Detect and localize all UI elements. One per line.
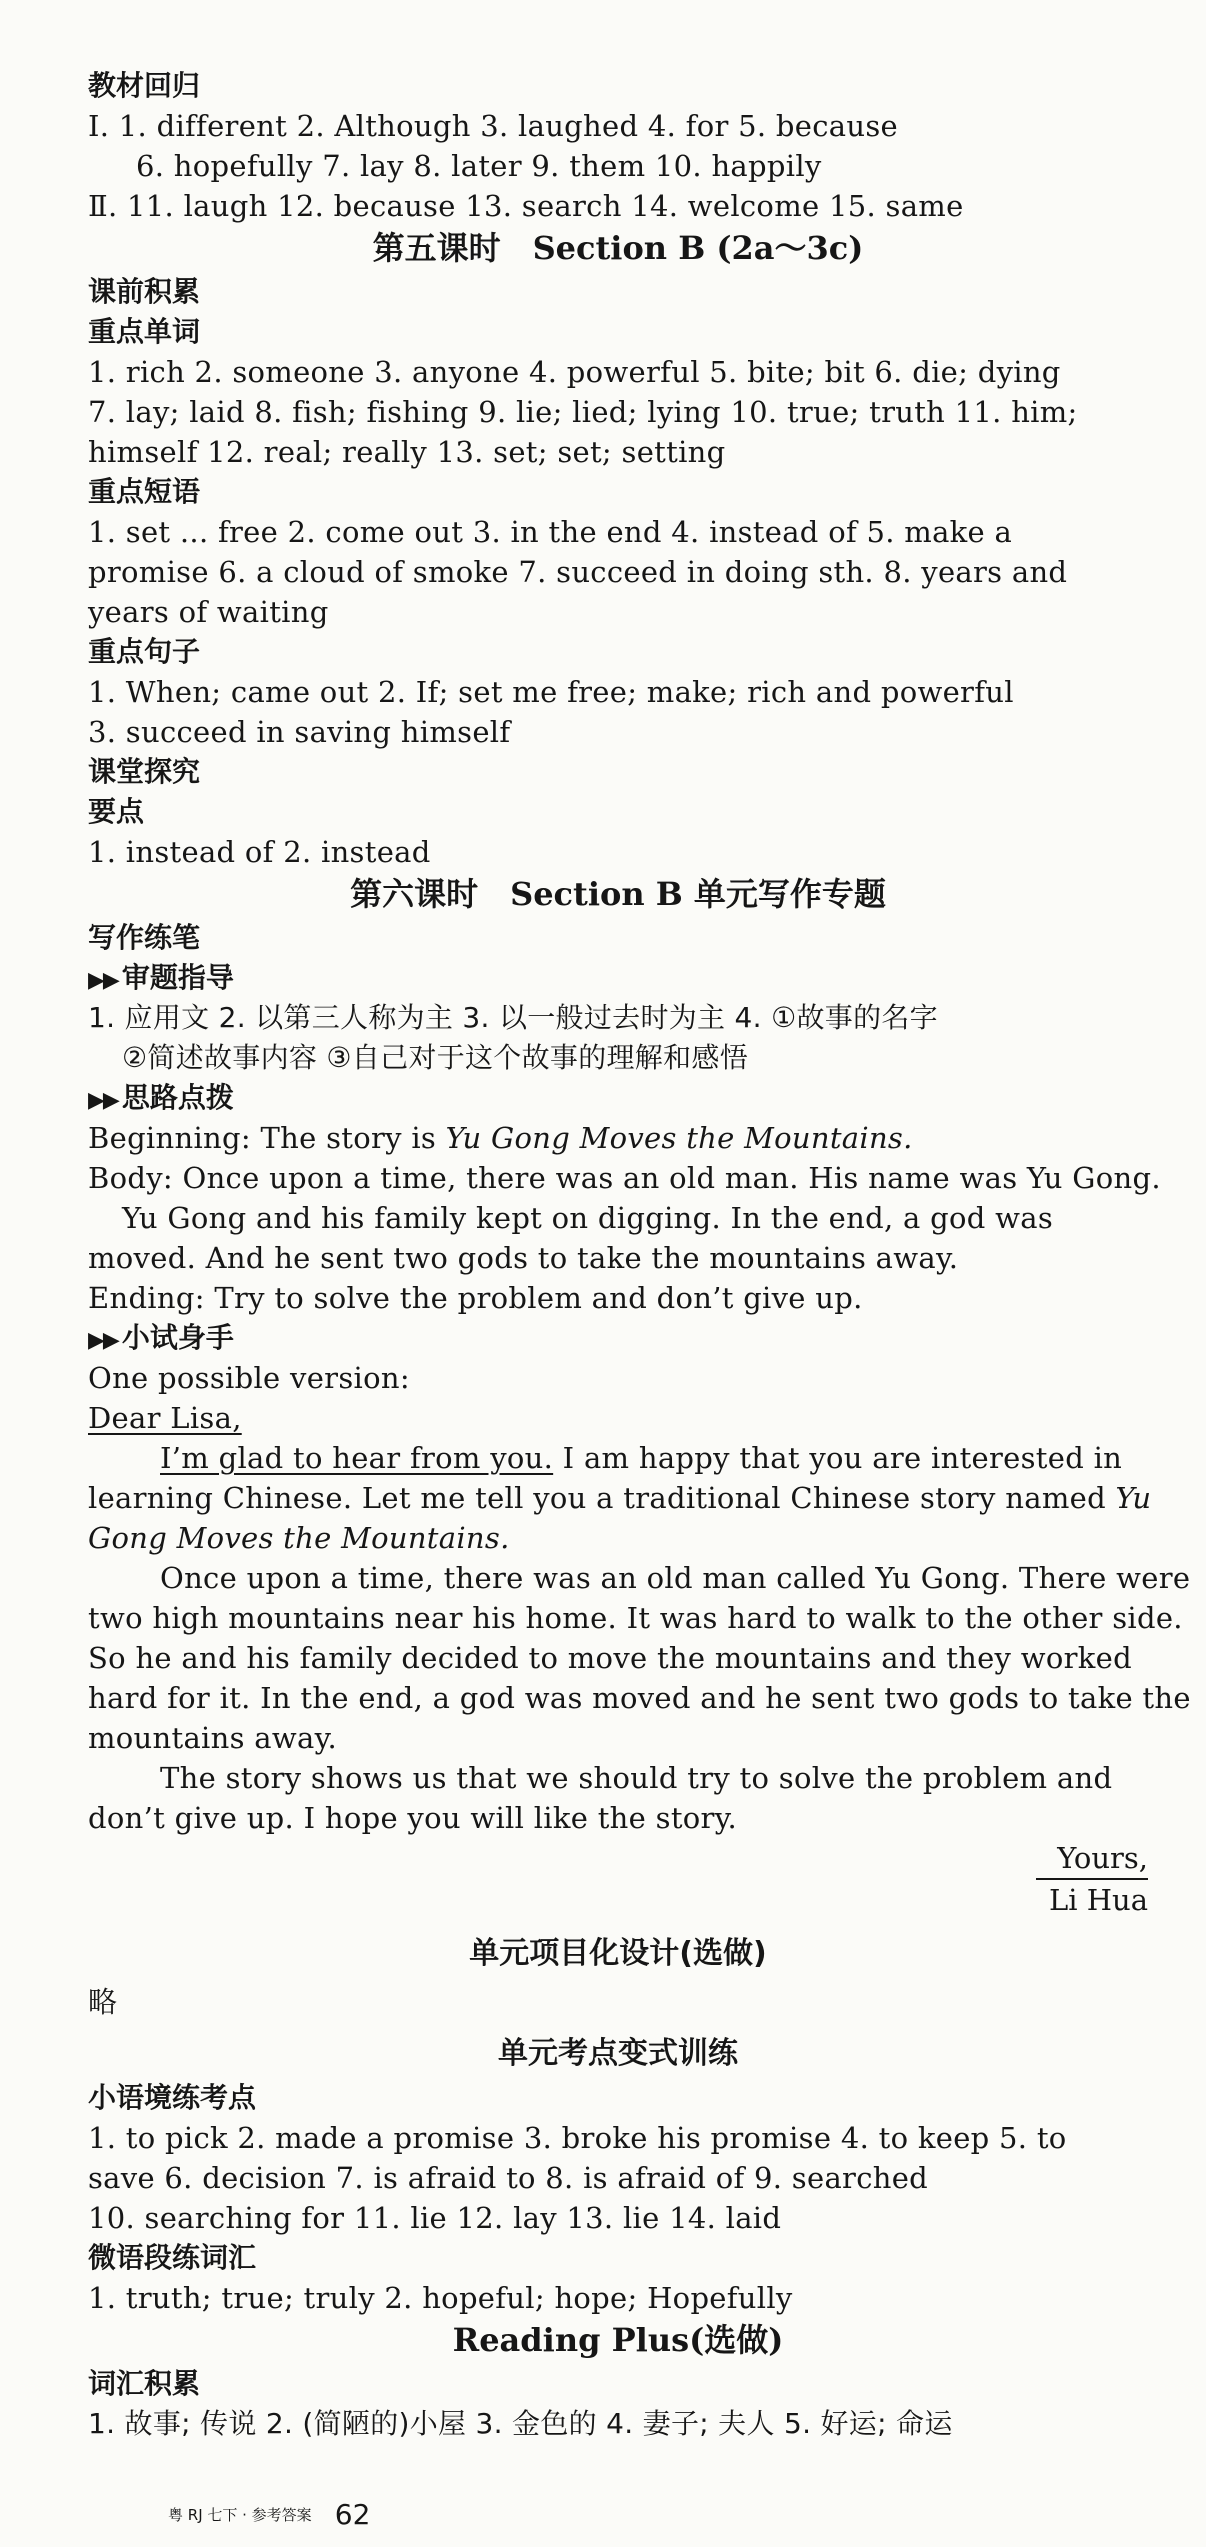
answer-line: 3. succeed in saving himself bbox=[88, 715, 511, 749]
answer-line: 1. rich 2. someone 3. anyone 4. powerful 5. bite; bit 6. die; dying bbox=[88, 355, 1061, 389]
answer-line: 1. truth; true; truly 2. hopeful; hope; Hopefully bbox=[88, 2281, 793, 2315]
section-heading-key-words: 重点单词 bbox=[88, 315, 201, 348]
letter-line bbox=[160, 1438, 1122, 1478]
answer-line: 1. 应用文 2. 以第三人称为主 3. 以一般过去时为主 4. ①故事的名字 bbox=[88, 1001, 938, 1034]
beginning-label: Beginning: The story is bbox=[88, 1121, 446, 1155]
page-number: 62 bbox=[334, 2498, 371, 2531]
section-heading-micro-paragraph: 微语段练词汇 bbox=[88, 2241, 257, 2274]
answer-line: 1. set ... free 2. come out 3. in the end 4. instead of 5. make a bbox=[88, 515, 1013, 549]
story-title: Yu Gong Moves the Mountains. bbox=[445, 1121, 913, 1155]
section-heading-guide: ▶▶ 审题指导 bbox=[88, 958, 234, 1001]
letter-line: So he and his family decided to move the mountains and they worked bbox=[88, 1641, 1132, 1675]
project-title: 单元项目化设计(选做) bbox=[469, 1936, 767, 1971]
letter-text: learning Chinese. Let me tell you a traditional Chinese story named bbox=[88, 1481, 1116, 1515]
section-heading-writing-practice: 写作练笔 bbox=[88, 921, 201, 954]
outline-body: moved. And he sent two gods to take the mountains away. bbox=[88, 1241, 959, 1275]
section-heading-ideas: ▶▶ 思路点拨 bbox=[88, 1078, 234, 1121]
page-footer bbox=[168, 2498, 370, 2531]
letter-signature: Li Hua bbox=[1048, 1883, 1148, 1917]
section-heading-preview: 课前积累 bbox=[88, 275, 201, 308]
answer-line: years of waiting bbox=[88, 595, 329, 629]
letter-line bbox=[88, 1478, 1151, 1518]
outline-beginning bbox=[88, 1118, 913, 1158]
answer-line: 1. instead of 2. instead bbox=[88, 835, 431, 869]
section-heading-classroom: 课堂探究 bbox=[88, 755, 201, 788]
answer-line: 7. lay; laid 8. fish; fishing 9. lie; lied; lying 10. true; truth 11. him; bbox=[88, 395, 1078, 429]
section-heading-key-phrases: 重点短语 bbox=[88, 475, 201, 508]
answer-line: Ⅰ. 1. different 2. Although 3. laughed 4. for 5. because bbox=[88, 109, 898, 143]
answer-line: himself 12. real; really 13. set; set; setting bbox=[88, 435, 726, 469]
letter-opening: I’m glad to hear from you. bbox=[160, 1441, 554, 1475]
answer-line: 10. searching for 11. lie 12. lay 13. lie 14. laid bbox=[88, 2201, 782, 2235]
lesson-5-title: 第五课时 Section B (2a～3c) bbox=[372, 229, 864, 267]
section-heading-key-sentences: 重点句子 bbox=[88, 635, 201, 668]
answer-line: 1. 故事; 传说 2. (简陋的)小屋 3. 金色的 4. 妻子; 夫人 5. 好运; 命运 bbox=[88, 2407, 953, 2440]
section-heading-key-points: 要点 bbox=[88, 795, 145, 828]
letter-line: Gong Moves the Mountains. bbox=[88, 1521, 510, 1555]
section-heading-textbook-review: 教材回归 bbox=[88, 69, 201, 102]
letter-line: mountains away. bbox=[88, 1721, 337, 1755]
project-answer: 略 bbox=[88, 1985, 118, 2019]
footer-label: 粤 RJ 七下 · 参考答案 bbox=[168, 2506, 312, 2524]
answer-line: Ⅱ. 11. laugh 12. because 13. search 14. welcome 15. same bbox=[88, 189, 964, 223]
letter-line: don’t give up. I hope you will like the story. bbox=[88, 1801, 738, 1835]
lesson-6-title: 第六课时 Section B 单元写作专题 bbox=[350, 875, 886, 913]
outline-ending: Ending: Try to solve the problem and don’t give up. bbox=[88, 1281, 863, 1315]
answer-line: promise 6. a cloud of smoke 7. succeed in doing sth. 8. years and bbox=[88, 555, 1068, 589]
essay-intro: One possible version: bbox=[88, 1361, 410, 1395]
answer-line: ②简述故事内容 ③自己对于这个故事的理解和感悟 bbox=[122, 1041, 749, 1074]
letter-line: hard for it. In the end, a god was moved and he sent two gods to take the bbox=[88, 1681, 1191, 1715]
reading-plus-title: Reading Plus(选做) bbox=[452, 2321, 784, 2359]
answer-line: 6. hopefully 7. lay 8. later 9. them 10. happily bbox=[136, 149, 822, 183]
outline-body: Yu Gong and his family kept on digging. In the end, a god was bbox=[122, 1201, 1054, 1235]
answer-line: save 6. decision 7. is afraid to 8. is afraid of 9. searched bbox=[88, 2161, 929, 2195]
letter-line: two high mountains near his home. It was hard to walk to the other side. bbox=[88, 1601, 1183, 1635]
answer-line: 1. When; came out 2. If; set me free; make; rich and powerful bbox=[88, 675, 1014, 709]
letter-line: The story shows us that we should try to solve the problem and bbox=[160, 1761, 1113, 1795]
letter-greeting: Dear Lisa, bbox=[88, 1401, 242, 1435]
answer-line: 1. to pick 2. made a promise 3. broke his promise 4. to keep 5. to bbox=[88, 2121, 1067, 2155]
variant-title: 单元考点变式训练 bbox=[498, 2036, 738, 2071]
letter-text: I am happy that you are interested in bbox=[553, 1441, 1123, 1475]
section-heading-try: ▶▶ 小试身手 bbox=[88, 1318, 234, 1361]
story-title: Yu bbox=[1115, 1481, 1152, 1515]
letter-line: Once upon a time, there was an old man called Yu Gong. There were bbox=[160, 1561, 1191, 1595]
outline-body: Body: Once upon a time, there was an old man. His name was Yu Gong. bbox=[88, 1161, 1161, 1195]
section-heading-vocabulary: 词汇积累 bbox=[88, 2367, 201, 2400]
section-heading-context: 小语境练考点 bbox=[88, 2081, 257, 2114]
letter-closing: Yours, bbox=[1057, 1841, 1148, 1875]
